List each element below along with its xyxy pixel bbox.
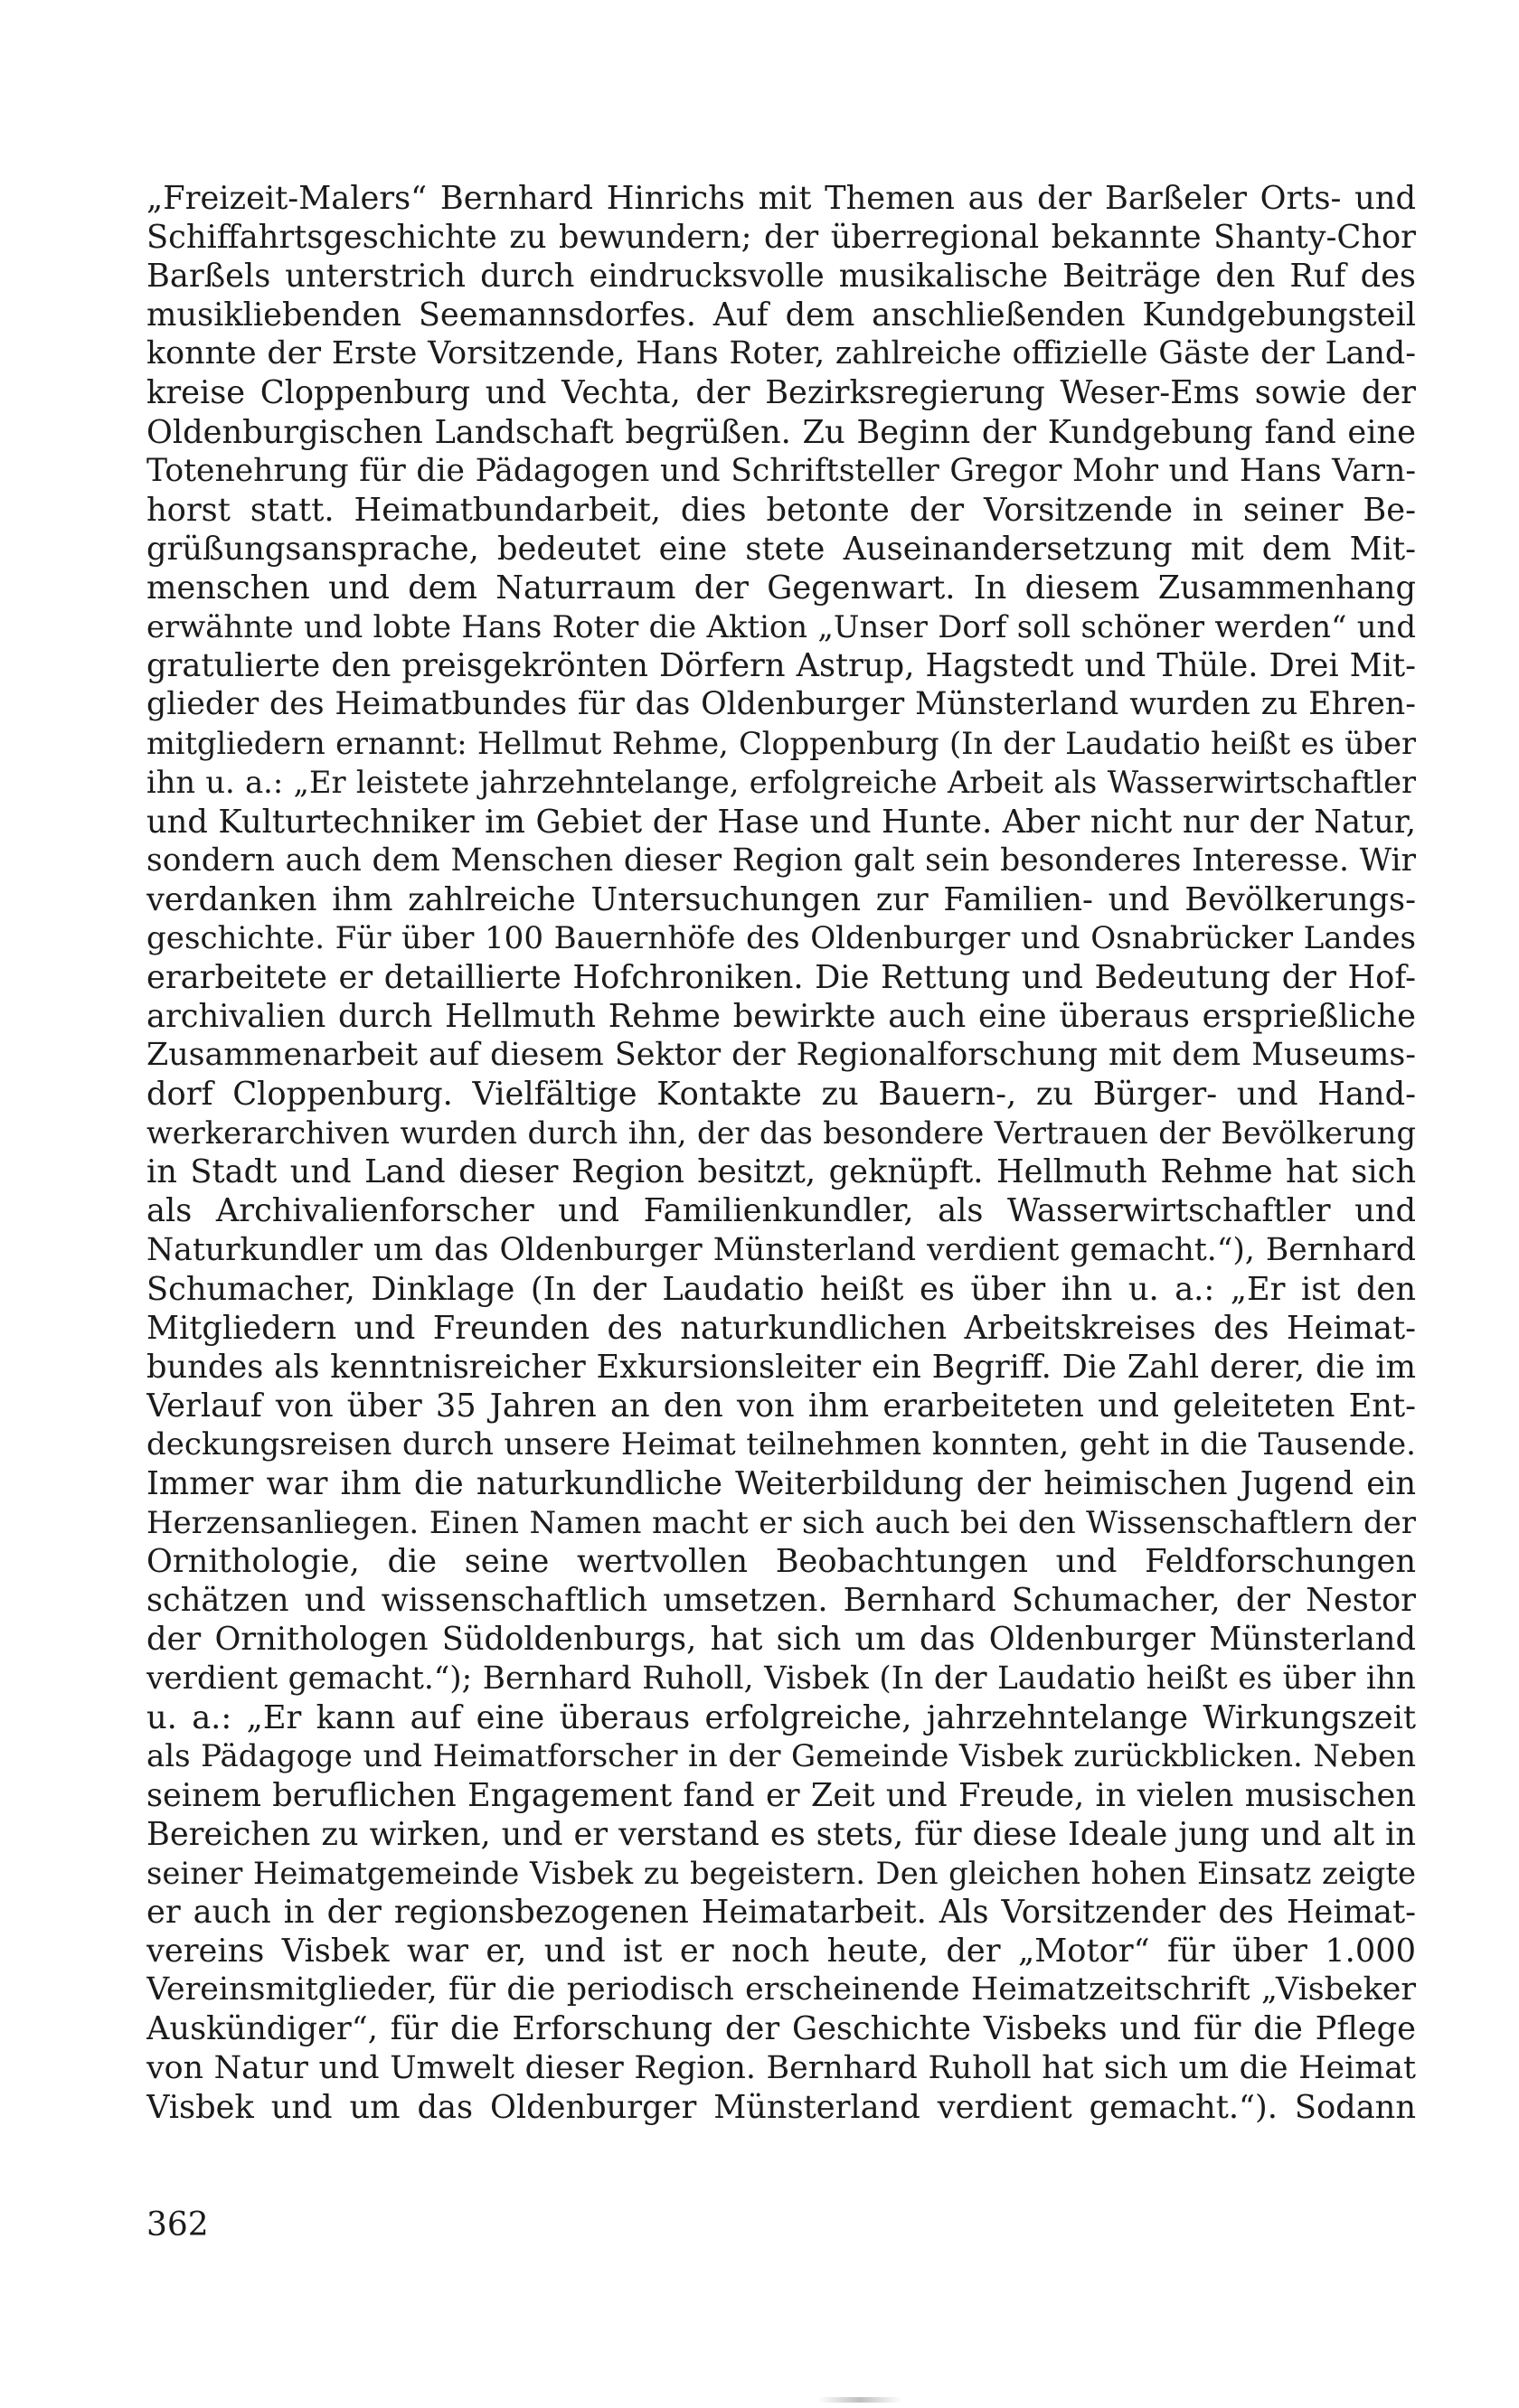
text-line: grüßungsansprache, bedeutet eine stete Auseinandersetzung mit dem Mit- <box>146 530 1416 568</box>
text-line: Ornithologie, die seine wertvollen Beobachtungen und Feldforschungen <box>146 1543 1416 1581</box>
text-line: als Archivalienforscher und Familienkundler, als Wasserwirtschaftler und <box>146 1192 1416 1230</box>
text-line: seinem beruflichen Engagement fand er Zeit und Freude, in vielen musischen <box>146 1776 1416 1814</box>
text-line: Mitgliedern und Freunden des naturkundlichen Arbeitskreises des Heimat- <box>146 1309 1416 1347</box>
text-line: horst statt. Heimatbundarbeit, dies betonte der Vorsitzende in seiner Be- <box>146 491 1416 529</box>
text-line: kreise Cloppenburg und Vechta, der Bezirksregierung Weser-Ems sowie der <box>146 374 1416 412</box>
text-line: Zusammenarbeit auf diesem Sektor der Regionalforschung mit dem Museums- <box>146 1037 1416 1074</box>
text-line: Totenehrung für die Pädagogen und Schriftsteller Gregor Mohr und Hans Varn- <box>146 452 1416 489</box>
text-line: musikliebenden Seemannsdorfes. Auf dem anschließenden Kundgebungsteil <box>146 296 1416 334</box>
text-line: verdanken ihm zahlreiche Untersuchungen zur Familien- und Bevölkerungs- <box>146 880 1416 918</box>
text-line: menschen und dem Naturraum der Gegenwart. In diesem Zusammenhang <box>146 569 1416 607</box>
text-line: in Stadt und Land dieser Region besitzt, geknüpft. Hellmuth Rehme hat sich <box>146 1153 1416 1191</box>
text-line: glieder des Heimatbundes für das Oldenburger Münsterland wurden zu Ehren- <box>146 686 1416 723</box>
text-line: vereins Visbek war er, und ist er noch heute, der „Motor“ für über 1.000 <box>146 1933 1416 1971</box>
text-line: geschichte. Für über 100 Bauernhöfe des Oldenburger und Osnabrücker Landes <box>146 919 1416 956</box>
text-line: archivalien durch Hellmuth Rehme bewirkte auch eine überaus ersprießliche <box>146 997 1416 1035</box>
text-line: werkerarchiven wurden durch ihn, der das besondere Vertrauen der Bevölkerung <box>146 1115 1416 1152</box>
text-line: Vereinsmitglieder, für die periodisch erscheinende Heimatzeitschrift „Visbeker <box>146 1971 1416 2008</box>
text-line: ihn u. a.: „Er leistete jahrzehntelange, erfolgreiche Arbeit als Wasserwirtschaftler <box>146 765 1416 801</box>
text-line: dorf Cloppenburg. Vielfältige Kontakte zu Bauern-, zu Bürger- und Hand- <box>146 1076 1416 1114</box>
text-line: erwähnte und lobte Hans Roter die Aktion „Unser Dorf soll schöner werden“ und <box>146 609 1416 645</box>
text-line: Schumacher, Dinklage (In der Laudatio heißt es über ihn u. a.: „Er ist den <box>146 1270 1416 1308</box>
text-line: Bereichen zu wirken, und er verstand es stets, für diese Ideale jung und alt in <box>146 1815 1416 1853</box>
text-line: von Natur und Umwelt dieser Region. Bernhard Ruholl hat sich um die Heimat <box>146 2049 1416 2086</box>
text-line: Naturkundler um das Oldenburger Münsterland verdient gemacht.“), Bernhard <box>146 1231 1416 1268</box>
text-line: gratulierte den preisgekrönten Dörfern Astrup, Hagstedt und Thüle. Drei Mit- <box>146 647 1416 685</box>
text-line: konnte der Erste Vorsitzende, Hans Roter, zahlreiche offizielle Gäste der Land- <box>146 335 1416 372</box>
text-line: der Ornithologen Südoldenburgs, hat sich um das Oldenburger Münsterland <box>146 1621 1416 1659</box>
text-line: Barßels unterstrich durch eindrucksvolle musikalische Beiträge den Ruf des <box>146 258 1416 296</box>
text-line: sondern auch dem Menschen dieser Region galt sein besonderes Interesse. Wir <box>146 842 1416 879</box>
scan-artifact <box>818 2397 901 2403</box>
text-line: als Pädagoge und Heimatforscher in der Gemeinde Visbek zurückblicken. Neben <box>146 1737 1416 1774</box>
text-line: bundes als kenntnisreicher Exkursionsleiter ein Begriff. Die Zahl derer, die im <box>146 1348 1416 1386</box>
text-line: Oldenburgischen Landschaft begrüßen. Zu Beginn der Kundgebung fand eine <box>146 413 1416 451</box>
text-line: u. a.: „Er kann auf eine überaus erfolgreiche, jahrzehntelange Wirkungszeit <box>146 1698 1416 1736</box>
text-line: und Kulturtechniker im Gebiet der Hase und Hunte. Aber nicht nur der Natur, <box>146 803 1416 841</box>
text-line: Immer war ihm die naturkundliche Weiterbildung der heimischen Jugend ein <box>146 1465 1416 1503</box>
text-line: verdient gemacht.“); Bernhard Ruholl, Visbek (In der Laudatio heißt es über ihn <box>146 1660 1416 1697</box>
text-line: erarbeitete er detaillierte Hofchroniken. Die Rettung und Bedeutung der Hof- <box>146 958 1416 996</box>
text-line: Auskündiger“, für die Erforschung der Geschichte Visbeks und für die Pflege <box>146 2010 1416 2048</box>
text-line: Herzensanliegen. Einen Namen macht er sich auch bei den Wissenschaftlern der <box>146 1505 1416 1541</box>
body-text <box>146 179 1416 2127</box>
text-line: Verlauf von über 35 Jahren an den von ihm erarbeiteten und geleiteten Ent- <box>146 1387 1416 1425</box>
text-line: er auch in der regionsbezogenen Heimatarbeit. Als Vorsitzender des Heimat- <box>146 1894 1416 1932</box>
text-line: Schiffahrtsgeschichte zu bewundern; der überregional bekannte Shanty-Chor <box>146 219 1416 257</box>
text-line: mitgliedern ernannt: Hellmut Rehme, Cloppenburg (In der Laudatio heißt es über <box>146 726 1416 762</box>
text-line: schätzen und wissenschaftlich umsetzen. Bernhard Schumacher, der Nestor <box>146 1582 1416 1620</box>
text-line: Visbek und um das Oldenburger Münsterland verdient gemacht.“). Sodann <box>146 2088 1416 2126</box>
page-number: 362 <box>146 2206 209 2243</box>
text-line: seiner Heimatgemeinde Visbek zu begeistern. Den gleichen hohen Einsatz zeigte <box>146 1856 1416 1892</box>
text-line: deckungsreisen durch unsere Heimat teilnehmen konnten, geht in die Tausende. <box>146 1426 1416 1463</box>
text-line: „Freizeit-Malers“ Bernhard Hinrichs mit Themen aus der Barßeler Orts- und <box>146 180 1416 217</box>
